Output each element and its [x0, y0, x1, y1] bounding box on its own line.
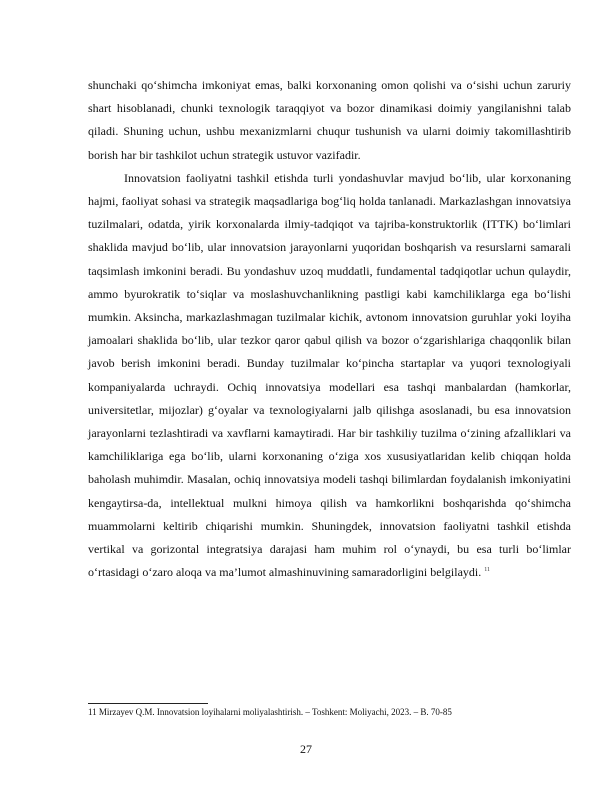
footnote-divider	[88, 703, 208, 704]
footnote-text: 11 Mirzayev Q.M. Innovatsion loyihalarni moliyalashtirish. – Toshkent: Moliyachi, 2023. – B. 70-85	[88, 707, 452, 717]
page-number: 27	[300, 742, 312, 756]
footnote-reference[interactable]: 11	[484, 567, 491, 574]
paragraph-innovation-approaches	[88, 167, 571, 585]
paragraph-text: Innovatsion faoliyatni tashkil etishda turli yondashuvlar mavjud bo‘lib, ular korxonaning hajmi, faoliyat sohasi va strategik maqsadlariga bog‘liq holda tanlanadi. Markazlashgan innovatsiya tuzilmalari, odatda, yirik korxonalarda ilmiy-tadqiqot va tajriba-konstruktorlik (ITTK) bo‘limlari shaklida mavjud bo‘lib, ular innovatsion jarayonlarni yuqoridan boshqarish va resurslarni samarali taqsimlash imkonini beradi. Bu yondashuv uzoq muddatli, fundamental tadqiqotlar uchun qulaydir, ammo byurokratik to‘siqlar va moslashuvchanlikning pastligi kabi kamchiliklarga ega bo‘lishi mumkin. Aksincha, markazlashmagan tuzilmalar kichik, avtonom innovatsion guruhlar yoki loyiha jamoalari shaklida bo‘lib, ular tezkor qaror qabul qilish va bozor o‘zgarishlariga chaqqonlik bilan javob berish imkonini beradi. Bunday tuzilmalar ko‘pincha startaplar va yuqori texnologiyali kompaniyalarda uchraydi. Ochiq innovatsiya modellari esa tashqi manbalardan (hamkorlar, universitetlar, mijozlar) g‘oyalar va texnologiyalarni jalb qilishga asoslanadi, bu esa innovatsion jarayonlarni tezlashtiradi va xavflarni kamaytiradi. Har bir tashkiliy tuzilma o‘zining afzalliklari va kamchiliklariga ega bo‘lib, ularni korxonaning o‘ziga xos xususiyatlaridan kelib chiqqan holda baholash muhimdir. Masalan, ochiq innovatsiya modeli tashqi bilimlardan foydalanish imkoniyatini kengaytirsa-da, intellektual mulkni himoya qilish va hamkorlikni boshqarishda qo‘shimcha muammolarni keltirib chiqarishi mumkin. Shuningdek, innovatsion faoliyatni tashkil etishda vertikal va gorizontal integratsiya darajasi ham muhim rol o‘ynaydi, bu esa turli bo‘limlar o‘rtasidagi o‘zaro aloqa va ma’lumot almashinuvining samaradorligini belgilaydi.	[88, 170, 571, 580]
page-body	[88, 74, 571, 584]
paragraph-continuation: shunchaki qo‘shimcha imkoniyat emas, balki korxonaning omon qolishi va o‘sishi uchun zaruriy shart hisoblanadi, chunki texnologik taraqqiyot va bozor dinamikasi doimiy yangilanishni talab qiladi. Shuning uchun, ushbu mexanizmlarni chuqur tushunish va ularni doimiy takomillashtirib borish har bir tashkilot uchun strategik ustuvor vazifadir.	[88, 78, 571, 162]
